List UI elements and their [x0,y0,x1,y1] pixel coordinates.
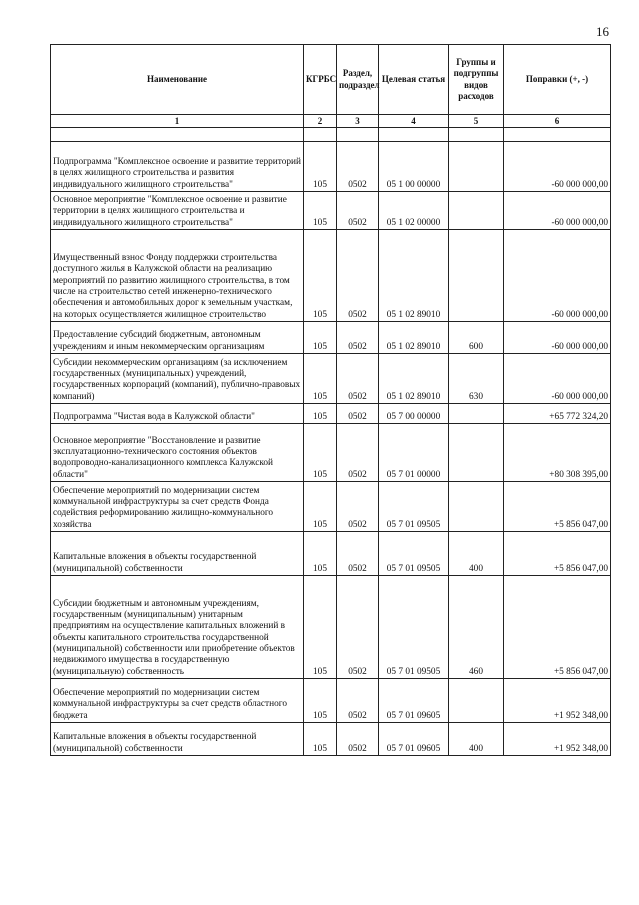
row-expense-group [449,679,504,723]
row-target-article: 05 7 01 09605 [379,723,449,756]
column-header-kgrbs: КГРБС [304,45,337,115]
column-number: 5 [449,115,504,128]
column-header-group: Группы и подгруппы видов расходов [449,45,504,115]
row-amount: -60 000 000,00 [504,354,611,404]
row-kgrbs: 105 [304,482,337,532]
row-amount: +1 952 348,00 [504,679,611,723]
row-amount: -60 000 000,00 [504,322,611,354]
row-name: Капитальные вложения в объекты государственной (муниципальной) собственности [51,723,304,756]
column-number: 2 [304,115,337,128]
row-expense-group: 400 [449,723,504,756]
column-number: 4 [379,115,449,128]
column-number: 1 [51,115,304,128]
header-row [51,45,611,115]
row-section: 0502 [337,322,379,354]
row-section: 0502 [337,482,379,532]
column-header-amount: Поправки (+, -) [504,45,611,115]
row-amount: +5 856 047,00 [504,576,611,679]
row-expense-group: 600 [449,322,504,354]
row-kgrbs: 105 [304,576,337,679]
row-name: Имущественный взнос Фонду поддержки строительства доступного жилья в Калужской области на реализацию мероприятий по развитию жилищного строительства, в том числе на строительство сетей инженерно-технического обеспечения и автомобильных дорог к земельным участкам, на которых осуществляется жилищное строительство [51,230,304,322]
table-row [51,404,611,424]
row-section: 0502 [337,404,379,424]
row-expense-group [449,230,504,322]
row-amount: -60 000 000,00 [504,142,611,192]
row-kgrbs: 105 [304,230,337,322]
row-kgrbs: 105 [304,404,337,424]
column-header-section: Раздел, подраздел [337,45,379,115]
row-section: 0502 [337,576,379,679]
row-kgrbs: 105 [304,192,337,230]
row-target-article: 05 1 02 89010 [379,354,449,404]
row-amount: -60 000 000,00 [504,230,611,322]
row-name: Подпрограмма "Чистая вода в Калужской области" [51,404,304,424]
row-name: Предоставление субсидий бюджетным, автономным учреждениям и иным некоммерческим организациям [51,322,304,354]
row-expense-group [449,482,504,532]
row-section: 0502 [337,679,379,723]
table-row [51,424,611,482]
row-name: Обеспечение мероприятий по модернизации систем коммунальной инфраструктуры за счет средств Фонда содействия реформированию жилищно-коммунального хозяйства [51,482,304,532]
row-kgrbs: 105 [304,532,337,576]
table-row [51,192,611,230]
row-target-article: 05 7 01 00000 [379,424,449,482]
row-target-article: 05 7 01 09505 [379,532,449,576]
row-section: 0502 [337,142,379,192]
row-target-article: 05 7 01 09505 [379,576,449,679]
row-name: Субсидии бюджетным и автономным учреждениям, государственным (муниципальным) унитарным предприятиям на осуществление капитальных вложений в объекты капитального строительства государственной (муниципальной) собственности или приобретение объектов недвижимого имущества в государственную (муниципальную) собственность [51,576,304,679]
row-target-article: 05 1 02 89010 [379,230,449,322]
row-kgrbs: 105 [304,679,337,723]
row-section: 0502 [337,192,379,230]
row-section: 0502 [337,424,379,482]
table-row [51,142,611,192]
column-number-row [51,115,611,128]
row-target-article: 05 1 00 00000 [379,142,449,192]
row-expense-group [449,404,504,424]
row-kgrbs: 105 [304,322,337,354]
row-amount: -60 000 000,00 [504,192,611,230]
row-name: Основное мероприятие "Комплексное освоение и развитие территории в целях жилищного строительства и индивидуального жилищного строительства" [51,192,304,230]
column-number: 6 [504,115,611,128]
row-amount: +5 856 047,00 [504,532,611,576]
row-amount: +80 308 395,00 [504,424,611,482]
column-header-name: Наименование [51,45,304,115]
row-target-article: 05 7 01 09605 [379,679,449,723]
table-row [51,322,611,354]
row-name: Капитальные вложения в объекты государственной (муниципальной) собственности [51,532,304,576]
table-row [51,230,611,322]
row-expense-group [449,424,504,482]
row-section: 0502 [337,723,379,756]
row-name: Субсидии некоммерческим организациям (за исключением государственных (муниципальных) учреждений, государственных корпораций (компаний), публично-правовых компаний) [51,354,304,404]
spacer-row [51,128,611,142]
row-target-article: 05 1 02 89010 [379,322,449,354]
row-target-article: 05 7 01 09505 [379,482,449,532]
row-amount: +1 952 348,00 [504,723,611,756]
row-section: 0502 [337,230,379,322]
row-section: 0502 [337,354,379,404]
row-kgrbs: 105 [304,723,337,756]
row-target-article: 05 7 00 00000 [379,404,449,424]
row-amount: +65 772 324,20 [504,404,611,424]
table-row [51,723,611,756]
row-name: Обеспечение мероприятий по модернизации систем коммунальной инфраструктуры за счет средств областного бюджета [51,679,304,723]
row-kgrbs: 105 [304,354,337,404]
column-header-target: Целевая статья [379,45,449,115]
row-expense-group [449,192,504,230]
row-expense-group: 400 [449,532,504,576]
row-kgrbs: 105 [304,142,337,192]
table-row [51,482,611,532]
row-expense-group [449,142,504,192]
row-amount: +5 856 047,00 [504,482,611,532]
table-row [51,679,611,723]
budget-amendments-table [50,44,611,756]
row-name: Подпрограмма "Комплексное освоение и развитие территорий в целях жилищного строительства и развития индивидуального жилищного строительства" [51,142,304,192]
row-target-article: 05 1 02 00000 [379,192,449,230]
row-expense-group: 630 [449,354,504,404]
table-row [51,532,611,576]
table-row [51,576,611,679]
row-name: Основное мероприятие "Восстановление и развитие эксплуатационно-технического состояния объектов водопроводно-канализационного комплекса Калужской области" [51,424,304,482]
column-number: 3 [337,115,379,128]
row-expense-group: 460 [449,576,504,679]
row-section: 0502 [337,532,379,576]
table-row [51,354,611,404]
row-kgrbs: 105 [304,424,337,482]
page-number: 16 [596,24,609,39]
